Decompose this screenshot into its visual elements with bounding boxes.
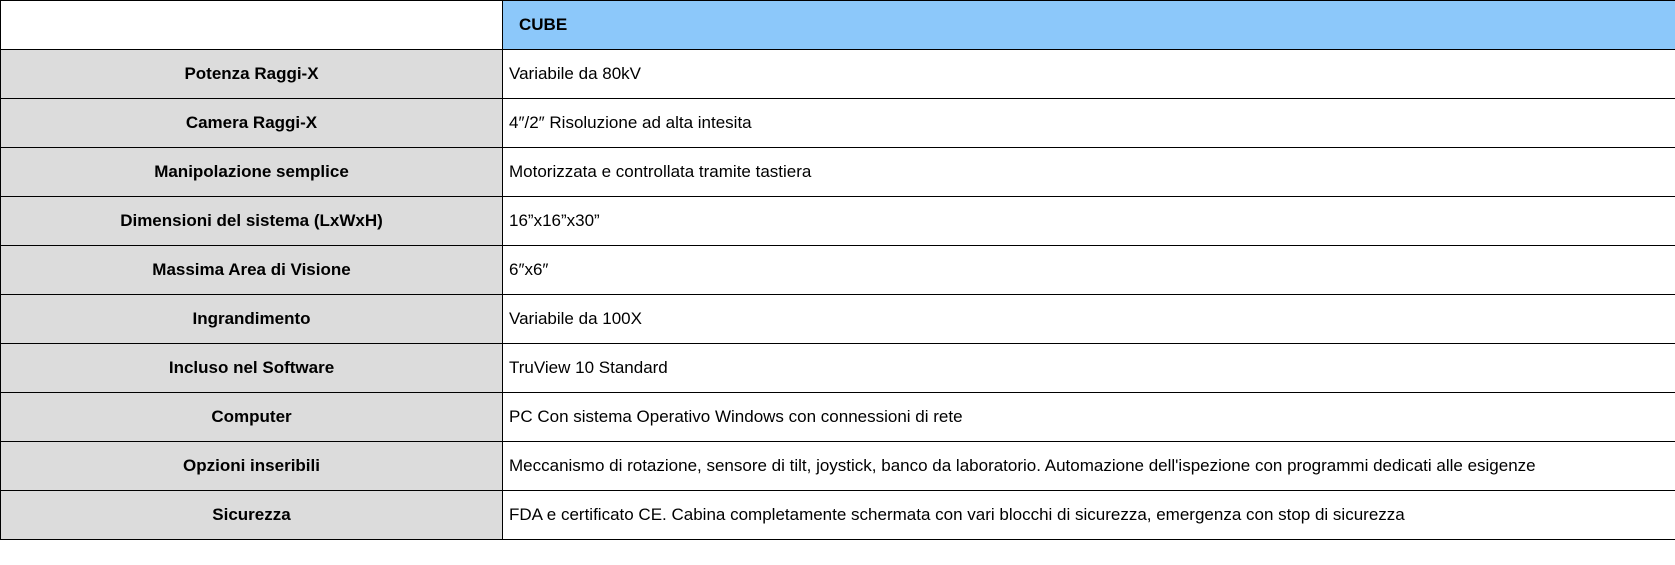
row-value: 4″/2″ Risoluzione ad alta intesita <box>503 99 1675 148</box>
header-empty-cell <box>1 1 503 50</box>
header-product-name: CUBE <box>503 1 1675 50</box>
row-label: Manipolazione semplice <box>1 148 503 197</box>
table-row <box>1 50 1675 99</box>
table-row <box>1 393 1675 442</box>
table-row <box>1 344 1675 393</box>
row-value: 16”x16”x30” <box>503 197 1675 246</box>
row-label: Massima Area di Visione <box>1 246 503 295</box>
row-label: Sicurezza <box>1 491 503 540</box>
table-row <box>1 148 1675 197</box>
row-label: Incluso nel Software <box>1 344 503 393</box>
row-value: Meccanismo di rotazione, sensore di tilt, joystick, banco da laboratorio. Automazione dell'ispezione con programmi dedicati alle esigenze <box>503 442 1675 491</box>
row-value: TruView 10 Standard <box>503 344 1675 393</box>
row-label: Potenza Raggi-X <box>1 50 503 99</box>
table-row <box>1 246 1675 295</box>
row-value: 6″x6″ <box>503 246 1675 295</box>
row-value: Variabile da 100X <box>503 295 1675 344</box>
table-row <box>1 197 1675 246</box>
row-label: Computer <box>1 393 503 442</box>
table-row <box>1 99 1675 148</box>
row-label: Ingrandimento <box>1 295 503 344</box>
row-value: Motorizzata e controllata tramite tastiera <box>503 148 1675 197</box>
table-header-row <box>1 1 1675 50</box>
row-value: PC Con sistema Operativo Windows con connessioni di rete <box>503 393 1675 442</box>
row-value: FDA e certificato CE. Cabina completamente schermata con vari blocchi di sicurezza, emergenza con stop di sicurezza <box>503 491 1675 540</box>
row-label: Dimensioni del sistema (LxWxH) <box>1 197 503 246</box>
table-row <box>1 491 1675 540</box>
row-label: Opzioni inseribili <box>1 442 503 491</box>
table-row <box>1 295 1675 344</box>
row-value: Variabile da 80kV <box>503 50 1675 99</box>
table-row <box>1 442 1675 491</box>
row-label: Camera Raggi-X <box>1 99 503 148</box>
